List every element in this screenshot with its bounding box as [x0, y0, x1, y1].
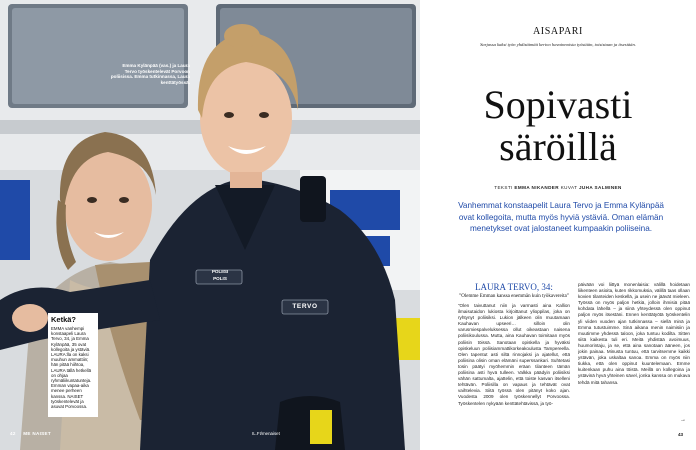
credit-text-name: EMMA NIKANDER [514, 185, 559, 190]
right-page-number: 43 [678, 432, 684, 437]
photo-caption: Emma Kylänpää (vas.) ja Laura Tervo työskentelevät Porvoon poliisissa. Emma tutkinnassa, Laura kenttätyössä. [110, 63, 190, 85]
series-description: Sarjassa kaksi työn yhdistämää kertoo havainnoista työstään, toisistaan ja itsestään. [480, 42, 636, 47]
body-column-2 [578, 282, 690, 423]
title-line-2: säröillä [499, 124, 617, 169]
credit-text-label: TEKSTI [494, 185, 513, 190]
police-badge [200, 268, 240, 286]
badge-text-1: POLIISI [211, 269, 229, 274]
magazine-name: ME NAISET [23, 431, 52, 436]
series-kicker: AISAPARI [532, 26, 583, 37]
column-1-text: ”Olen taivuttanut niin ja varmasti aina Kallion ilmaisutaidon lukiosta kirjoittanut ylioppilas, joka on ryhtynyt poliisiksi. Lukion jälkeen olin muutamaan Kauhavan upseeri… silloin olin varusmiespalveluksessa ollut oikeastaan naisena poliisikoulussa. Mutta, aina Kauhavan toimitaan myös poliisin töissä. Sanotaan opiskella ja hyväksi opiskeluun poliisiammattikorkeakoulusta Tampereella. Olen tapentut asti siltä rinnojaksi ja ajatellut, että poliisina olisin oman elämäni superssankari. Suhtetasi tosin päätyi myöhemmin eräan tilanteen tämän poliisina asti hyvä tulleen. Valkka päädyin poliisiksi vähän sattumalta, ajattelin, että toiste kasvan itselleni tehtävän. Poliisilla on vapaus ja tehtävät ovat vaihtelevia. Siitä työssä olen pitänyt koko ajan. Vuodesta 2009 olen työskennellyt Porvoossa. Työskentelen nykyään kenttätehtävissä, ja työ- [458, 303, 570, 406]
name-tag: TERVO [292, 303, 318, 310]
column-2-text: päivään voi liittyä monenlaisia: välillä hoidetaan liikenteen asioita, kuten rikkomuksia, välillä taas ollaan kovien tilanteiden keskellä, ja usein ne jäävät mieleen. Työssä on myös paljon hetkiä, jolloin ihmisiä pitää kohdata lähellä – ja siinä yhteydessä olen oppinut paljon myös itsestäni. Ennen kenttätyötä työskentelin yli viiden vuoden ajan tutkinnassa – siellä minä ja Emma tutustuimme. Sinä aikana menin naimisiin ja muutimme yhdessä taloon, joka tuntuu kodilta. Sitten siitä kaikesta tuli eri. Meitä yhdistää avoimuus, huumorintaju, ja se, että aina sanotaan ääneen, jos jokin painaa. Minusta tuntuu, että tarvitsemme kaikki ystävän, joka uskaltaa sanoa. Emma on myös niin tiukka, että olen oppinut kuuntelemaan. Emme kuitenkaan puhu aina töistä. Meillä on kollegoina ja ystävinä hyvä yhteinen sävel, jonka kanssa on mukava tehdä mitä tahansa. [578, 282, 690, 385]
who-sidebox [48, 313, 98, 417]
badge-text-2: POLIS [213, 276, 227, 281]
article-ingress: Vanhemmat konstaapelit Laura Tervo ja Emma Kylänpää ovat kollegoita, mutta myös hyviä ystäviä. Oman elämän menetykset ovat jalostaneet kumpaakin poliiseina. [458, 201, 664, 234]
section-quote: ”Olemme Emman kanssa enemmän kuin työkavereita” [459, 294, 569, 299]
credit-photo-label: KUVAT [560, 185, 578, 190]
body-column-1 [458, 282, 570, 424]
left-page-number: 42 [10, 431, 16, 436]
sidebox-heading: Ketkä? [51, 315, 77, 324]
magazine-url: IL.FI/menaiset [252, 431, 280, 436]
continue-arrow-icon: → [680, 417, 686, 423]
section-heading: LAURA TERVO, 34: [475, 282, 553, 292]
article-title [420, 84, 696, 168]
title-line-1: Sopivasti [483, 82, 633, 127]
left-folio [10, 431, 51, 436]
sidebox-body: EMMA vanhempi konstaapeli Laura Tervo, 34, ja Emma Kylänpää, 35 ovat kollegoita ja ystäviä. LAURA:lla on kaksi muuhun ammattiin; hän pitää hiihtoa, LAURA tällä hetkellä on ohjaa ryhmäliikuntatunteja. Emman vapaa-aika menee perheen kanssa. NAISET työskentelevät ja asuvat Porvoossa. [51, 326, 92, 410]
credit-photo-name: JUHA SALMINEN [578, 185, 622, 190]
article-credits [420, 185, 696, 190]
article-page [420, 0, 696, 450]
